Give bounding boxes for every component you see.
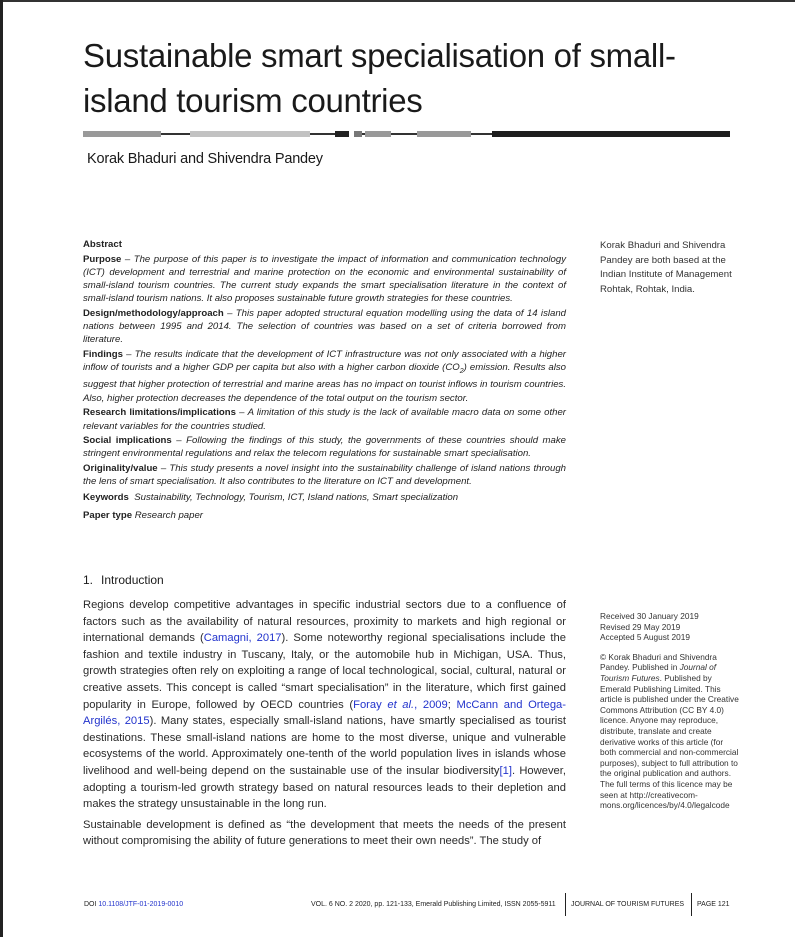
text: © Korak Bhaduri and Shivendra Pandey. Published in bbox=[600, 651, 717, 673]
abstract-text: Following the findings of this study, the governments of these countries should make stringent environmental regulations and relax the telecom regulations for sustainable smart specialisation. bbox=[83, 435, 567, 460]
abstract-text: The purpose of this paper is to investigate the impact of information and communication technology (ICT) development and terrestrial and marine protection on the economic and environmental sustainability of small-island tourism countries. The current study expands the smart specialisation literature in the context of small-island tourism nations. It also proposes sustainable future growth strategies for these countries. bbox=[83, 253, 567, 305]
citation-text: et al. bbox=[387, 698, 415, 711]
section-number: 1. bbox=[83, 573, 94, 587]
abstract-design bbox=[83, 307, 566, 347]
rule-segment bbox=[417, 131, 471, 137]
keywords-label: Keywords bbox=[83, 491, 129, 503]
rule-segment bbox=[354, 131, 362, 137]
rule-line bbox=[471, 133, 492, 135]
abstract-text: This study presents a novel insight into the sustainability challenge of island nations through the lens of smart specialisation. It also contributes to the literature on ICT and development. bbox=[83, 463, 566, 488]
dash: – bbox=[235, 407, 248, 419]
citation-link[interactable]: McCann and Ortega-Argilés, 2015 bbox=[83, 698, 567, 728]
abstract-heading: Abstract bbox=[83, 239, 122, 250]
footer-doi bbox=[84, 901, 183, 908]
text: ; bbox=[447, 698, 457, 711]
citation-link[interactable]: Camagni, 2017 bbox=[203, 632, 282, 645]
dash: – bbox=[171, 435, 187, 447]
revised-date: Revised 29 May 2019 bbox=[600, 621, 681, 632]
journal-name: Journal of Tourism Futures bbox=[600, 662, 717, 683]
citation-text: , 2009 bbox=[414, 698, 448, 711]
abstract-label: Research limitations/implications bbox=[83, 407, 236, 419]
section-title: Introduction bbox=[101, 573, 164, 587]
introduction-body bbox=[83, 597, 566, 854]
author-names: Korak Bhaduri and Shivendra Pandey bbox=[87, 151, 323, 167]
dash: – bbox=[157, 463, 170, 475]
footer-journal: JOURNAL OF TOURISM FUTURES bbox=[571, 901, 685, 908]
abstract-label: Originality/value bbox=[83, 463, 158, 475]
abstract-text: The results indicate that the development of ICT infrastructure was not only associated with a higher inflow of tourists and a higher GDP per capita but also with a higher carbon dioxide (CO bbox=[83, 349, 566, 374]
abstract-limitations bbox=[83, 406, 566, 432]
citation-link[interactable] bbox=[353, 699, 448, 711]
dash: – bbox=[223, 308, 236, 320]
abstract-purpose bbox=[83, 253, 566, 306]
abstract-label: Design/methodology/approach bbox=[83, 308, 224, 320]
abstract-label: Purpose bbox=[83, 253, 122, 265]
page-frame-top bbox=[0, 0, 795, 2]
author-affiliation: Korak Bhaduri and Shivendra Pandey are both based at the Indian Institute of Management Rohtak, Rohtak, India. bbox=[600, 240, 732, 295]
abstract-social bbox=[83, 434, 566, 460]
footer-page: PAGE 121 bbox=[697, 901, 730, 908]
keywords bbox=[83, 491, 566, 504]
paper-type-text: Research paper bbox=[134, 509, 203, 521]
abstract-findings bbox=[83, 348, 566, 405]
abstract-label: Findings bbox=[83, 349, 123, 361]
citation-text: Foray bbox=[353, 698, 388, 711]
dash: – bbox=[122, 349, 135, 361]
footer-volume: VOL. 6 NO. 2 2020, pp. 121-133, Emerald Publishing Limited, ISSN 2055-5911 bbox=[311, 901, 556, 908]
subscript: 2 bbox=[459, 368, 464, 376]
paper-type bbox=[83, 509, 566, 522]
paragraph bbox=[83, 597, 566, 813]
rule-segment bbox=[335, 131, 349, 137]
dash: – bbox=[121, 253, 134, 265]
rule-segment bbox=[83, 131, 161, 137]
rule-line bbox=[310, 133, 335, 135]
paper-type-label: Paper type bbox=[83, 509, 133, 521]
section-heading bbox=[83, 573, 164, 587]
footer-divider bbox=[565, 893, 566, 916]
text: ). Many states, especially small-island nations, have smartly specialised as tourist destinations. These small-island nations are home to the most diverse, unique and vulnerable ecosystems of the world. Approximately one-tenth of the world population lives in islands whose livelihood and well-being depend on the sustainable use of the insular biodiversity bbox=[83, 715, 566, 777]
text: . However, adopting a tourism-led growth strategy based on natural resources leads to their depletion and makes the strategy unsustainable in the long run. bbox=[83, 764, 566, 811]
text: . Published by Emerald Publishing Limited. This article is published under the Creative Commons Attribution (CC BY 4.0) licence. Anyone may reproduce, distribute, translate and create derivative works of this article (for both commercial and non-commercial purposes), subject to full attribution to the original publication and authors. The full terms of this licence may be seen at http://creativecom-mons.org/licences/by/4.0/legalcode bbox=[600, 672, 739, 811]
keywords-text: Sustainability, Technology, Tourism, ICT, Island nations, Smart specialization bbox=[134, 491, 459, 503]
article-sidebar bbox=[600, 611, 740, 811]
doi-link[interactable]: 10.1108/JTF-01-2019-0010 bbox=[98, 901, 184, 908]
abstract-originality bbox=[83, 462, 566, 488]
article-title: Sustainable smart specialisation of small-island tourism countries bbox=[83, 37, 676, 119]
abstract-label: Social implications bbox=[83, 435, 172, 447]
rule-segment bbox=[492, 131, 730, 137]
abstract bbox=[83, 238, 566, 523]
rule-line bbox=[391, 133, 417, 135]
article-history bbox=[600, 611, 740, 643]
received-date: Received 30 January 2019 bbox=[600, 611, 699, 621]
doi-label: DOI bbox=[84, 901, 97, 908]
abstract-text: This paper adopted structural equation modelling using the data of 14 island nations between 1995 and 2014. The selection of countries was based on a set of criteria borrowed from literature. bbox=[83, 308, 566, 346]
license-notice bbox=[600, 652, 740, 811]
footer-divider bbox=[691, 893, 692, 916]
rule-segment bbox=[190, 131, 310, 137]
rule-segment bbox=[365, 131, 391, 137]
text: Regions develop competitive advantages in specific industrial sectors due to a confluence of factors such as the availability of natural resources, proximity to markets and high regional or international demands ( bbox=[83, 599, 566, 645]
abstract-text: A limitation of this study is the lack of available macro data on some other relevant variables for the countries studied. bbox=[83, 407, 566, 432]
page-frame-left bbox=[0, 0, 3, 937]
abstract-text: ) emission. Results also suggest that higher protection of terrestrial and marine areas has no impact on tourist inflows in tourism countries. Also, higher protection decreases the dependence of the total output on the tourism sector. bbox=[83, 362, 566, 404]
footnote-link[interactable]: [1] bbox=[499, 764, 512, 777]
rule-line bbox=[161, 133, 190, 135]
paragraph: Sustainable development is defined as “the development that meets the needs of the present without compromising the ability of future generations to meet their own needs”. The study of bbox=[83, 818, 566, 848]
text: ). Some noteworthy regional specialisations include the fashion and textile industry in Tuscany, Italy, or the automobile hub in Michigan, USA. Thus, growth strategies often rely on exploiting a range of local technological, social, cultural, natural or creative assets. This concept is called “smart specialisation” in the literature, which first gained popularity in Europe, followed by OECD countries ( bbox=[83, 632, 566, 711]
accepted-date: Accepted 5 August 2019 bbox=[600, 632, 690, 643]
